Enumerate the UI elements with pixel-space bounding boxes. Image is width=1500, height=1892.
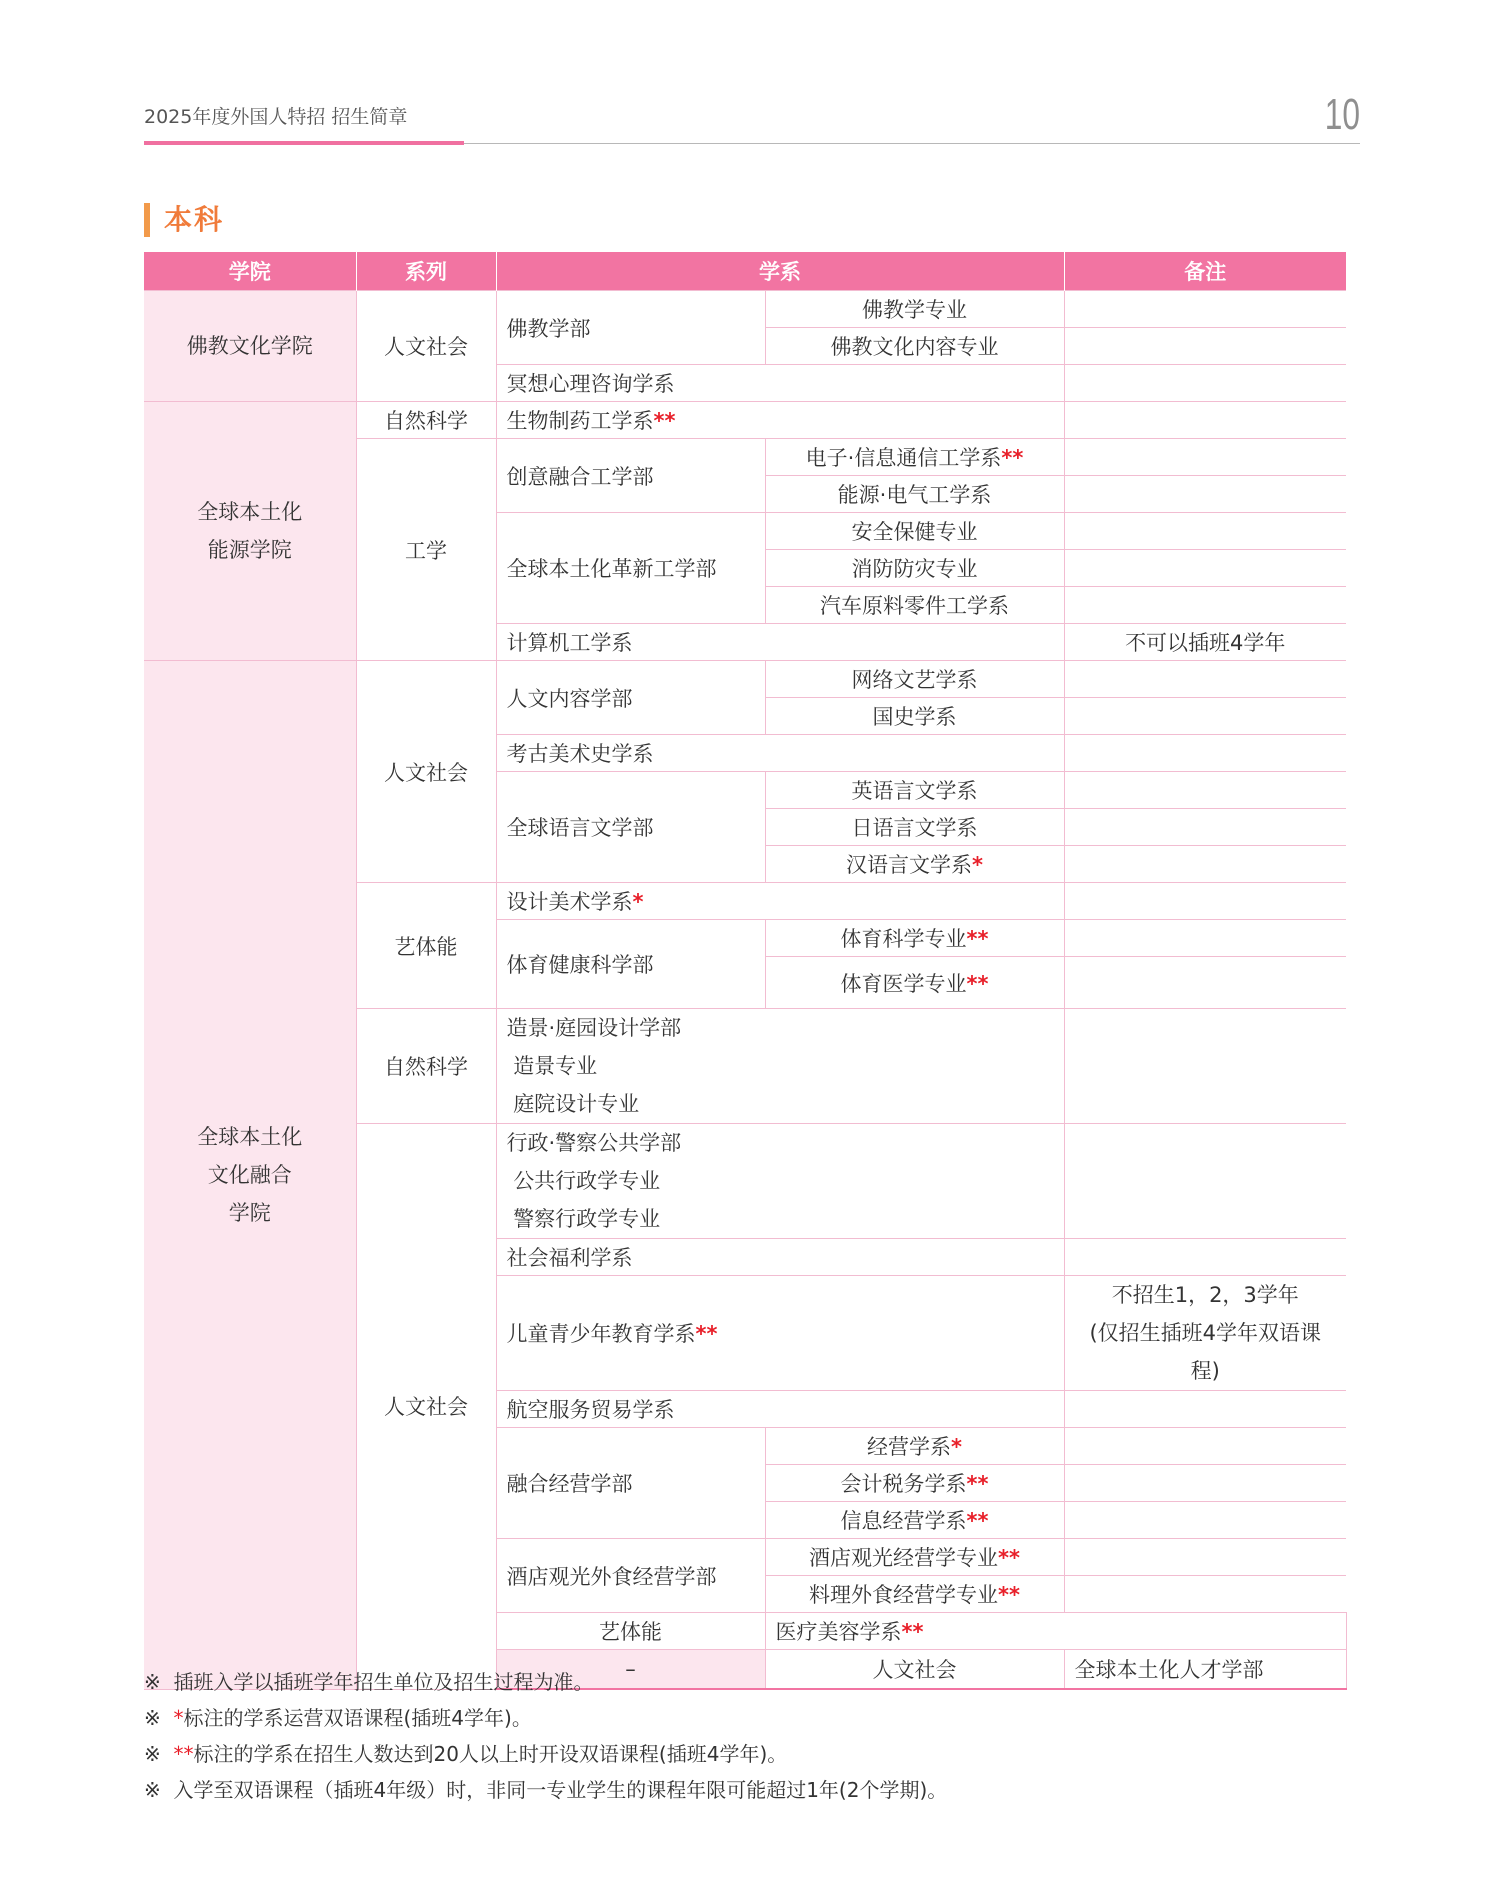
series-cell: 人文社会: [765, 1650, 1064, 1690]
double-star-mark: **: [966, 1472, 989, 1496]
table-row: [144, 291, 1346, 328]
star-mark: *: [632, 890, 644, 914]
department-cell: 汽车原料零件工学系: [765, 587, 1064, 624]
document-title: 2025年度外国人特招 招生简章: [144, 106, 408, 128]
remark-cell: [1064, 1391, 1346, 1428]
department-cell: 造景·庭园设计学部 造景专业 庭院设计专业: [496, 1009, 1064, 1124]
department-cell: 体育医学专业**: [765, 957, 1064, 1009]
star-mark: *: [972, 853, 983, 877]
remark-cell: [1064, 1502, 1346, 1539]
remark-cell: [1064, 698, 1346, 735]
department-cell: 会计税务学系**: [765, 1465, 1064, 1502]
majors-table: [144, 252, 1346, 1690]
department-cell: 能源·电气工学系: [765, 476, 1064, 513]
remark-cell: 不可以插班4学年: [1064, 624, 1346, 661]
table-row: [144, 661, 1346, 698]
remark-cell: [1064, 513, 1346, 550]
remark-cell: [1064, 809, 1346, 846]
note-item: ※ 插班入学以插班学年招生单位及招生过程为准。: [144, 1670, 594, 1694]
series-cell: 艺体能: [356, 883, 496, 1009]
remark-cell: [1064, 439, 1346, 476]
remark-cell: 不招生1，2，3学年 (仅招生插班4学年双语课程): [1064, 1276, 1346, 1391]
department-cell: 行政·警察公共学部 公共行政学专业 警察行政学专业: [496, 1124, 1064, 1239]
department-cell: 全球本土化人才学部: [1064, 1650, 1346, 1690]
page-number: 10: [1324, 90, 1360, 139]
department-cell: 冥想心理咨询学系: [496, 365, 1064, 402]
remark-cell: [1064, 1239, 1346, 1276]
remark-cell: [1064, 846, 1346, 883]
department-cell: 航空服务贸易学系: [496, 1391, 1064, 1428]
remark-cell: [1064, 328, 1346, 365]
remark-cell: [1064, 365, 1346, 402]
department-cell: 酒店观光经营学专业**: [765, 1539, 1064, 1576]
double-star-mark: **: [653, 409, 676, 433]
double-star-mark: **: [966, 971, 989, 996]
college-cell: 佛教文化学院: [144, 291, 356, 402]
department-cell: 英语言文学系: [765, 772, 1064, 809]
faculty-cell: 酒店观光外食经营学部: [496, 1539, 765, 1613]
series-cell: 艺体能: [496, 1613, 765, 1650]
remark-cell: [1064, 476, 1346, 513]
double-star-mark: **: [1001, 446, 1024, 470]
department-cell: 社会福利学系: [496, 1239, 1064, 1276]
department-cell: 儿童青少年教育学系**: [496, 1276, 1064, 1391]
series-cell: 工学: [356, 439, 496, 661]
col-header-college: 学院: [144, 252, 356, 291]
college-cell: –: [496, 1650, 765, 1690]
department-cell: 考古美术史学系: [496, 735, 1064, 772]
table-row: [144, 402, 1346, 439]
college-cell: 全球本土化 文化融合 学院: [144, 661, 356, 1690]
faculty-cell: 佛教学部: [496, 291, 765, 365]
remark-cell: [1064, 772, 1346, 809]
faculty-cell: 融合经营学部: [496, 1428, 765, 1539]
department-cell: 电子·信息通信工学系**: [765, 439, 1064, 476]
footnotes: [144, 1664, 947, 1808]
department-cell: 佛教学专业: [765, 291, 1064, 328]
section-title: 本科: [144, 203, 224, 237]
remark-cell: [1064, 402, 1346, 439]
page-header: [144, 90, 1360, 148]
faculty-cell: 体育健康科学部: [496, 920, 765, 1009]
remark-cell: [1064, 1428, 1346, 1465]
remark-cell: [1064, 957, 1346, 1009]
remark-cell: [1064, 920, 1346, 957]
department-cell: 信息经营学系**: [765, 1502, 1064, 1539]
remark-cell: [1064, 883, 1346, 920]
remark-cell: [1064, 1539, 1346, 1576]
department-cell: 安全保健专业: [765, 513, 1064, 550]
department-cell: 计算机工学系: [496, 624, 1064, 661]
department-cell: 日语言文学系: [765, 809, 1064, 846]
remark-cell: [1064, 1124, 1346, 1239]
table-header-row: [144, 252, 1346, 291]
remark-cell: [1064, 1465, 1346, 1502]
department-cell: 体育科学专业**: [765, 920, 1064, 957]
star-mark: *: [951, 1435, 962, 1459]
col-header-department: 学系: [496, 252, 1064, 291]
double-star-mark: **: [901, 1620, 924, 1644]
department-cell: 佛教文化内容专业: [765, 328, 1064, 365]
header-accent-bar: [144, 141, 464, 145]
department-cell: 消防防灾专业: [765, 550, 1064, 587]
note-item: ※ **标注的学系在招生人数达到20人以上时开设双语课程(插班4学年)。: [144, 1742, 788, 1766]
department-cell: 设计美术学系*: [496, 883, 1064, 920]
remark-cell: [1064, 291, 1346, 328]
college-cell: 全球本土化 能源学院: [144, 402, 356, 661]
double-star-mark: **: [998, 1546, 1020, 1570]
department-cell: 医疗美容学系**: [765, 1613, 1346, 1650]
double-star-mark: **: [966, 927, 989, 951]
remark-cell: [1064, 735, 1346, 772]
col-header-series: 系列: [356, 252, 496, 291]
faculty-cell: 全球语言文学部: [496, 772, 765, 883]
series-cell: 自然科学: [356, 402, 496, 439]
series-cell: 人文社会: [356, 291, 496, 402]
col-header-remarks: 备注: [1064, 252, 1346, 291]
department-cell: 经营学系*: [765, 1428, 1064, 1465]
note-item: ※ 入学至双语课程（插班4年级）时，非同一专业学生的课程年限可能超过1年(2个学期)。: [144, 1778, 948, 1802]
remark-cell: [1064, 587, 1346, 624]
series-cell: 人文社会: [356, 1124, 496, 1690]
double-star-mark: **: [966, 1509, 989, 1533]
department-cell: 国史学系: [765, 698, 1064, 735]
department-cell: 生物制药工学系**: [496, 402, 1064, 439]
series-cell: 自然科学: [356, 1009, 496, 1124]
faculty-cell: 创意融合工学部: [496, 439, 765, 513]
remark-cell: [1064, 1009, 1346, 1124]
remark-cell: [1064, 1576, 1346, 1613]
remark-cell: [1064, 550, 1346, 587]
series-cell: 人文社会: [356, 661, 496, 883]
double-star-mark: **: [695, 1322, 718, 1346]
department-cell: 汉语言文学系*: [765, 846, 1064, 883]
department-cell: 料理外食经营学专业**: [765, 1576, 1064, 1613]
faculty-cell: 人文内容学部: [496, 661, 765, 735]
remark-cell: [1064, 661, 1346, 698]
note-item: ※ *标注的学系运营双语课程(插班4学年)。: [144, 1706, 532, 1730]
faculty-cell: 全球本土化革新工学部: [496, 513, 765, 624]
department-cell: 网络文艺学系: [765, 661, 1064, 698]
double-star-mark: **: [998, 1583, 1020, 1607]
